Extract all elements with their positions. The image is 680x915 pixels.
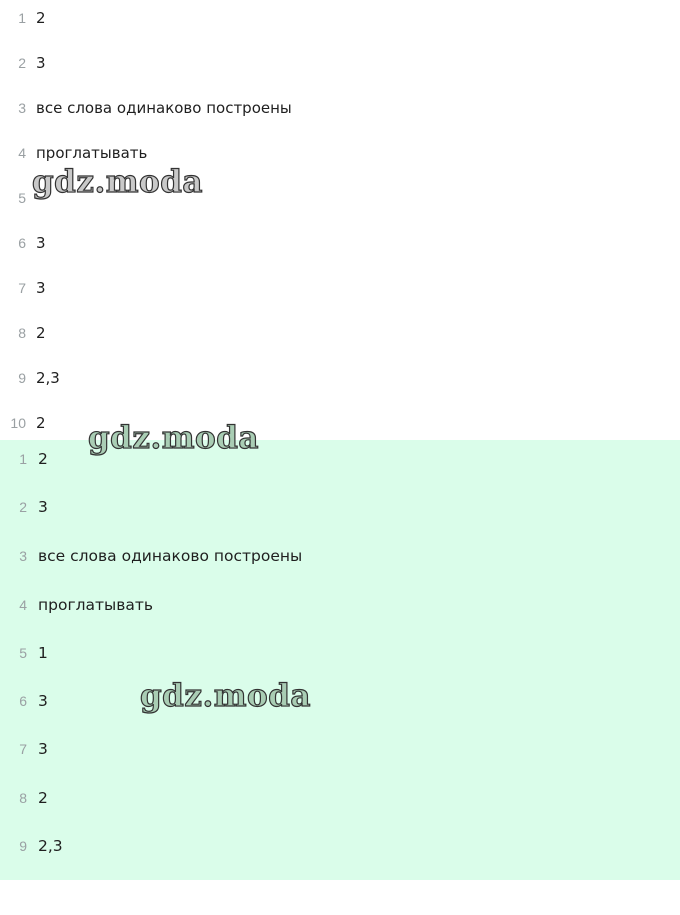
answer-row [0,231,46,255]
answer-row [0,593,153,617]
answer-row [0,6,46,30]
question-number: 4 [19,597,27,613]
question-number: 1 [19,451,27,467]
answer-text: 2 [36,414,46,432]
answer-text: все слова одинаково построены [36,99,292,117]
answer-row [0,737,48,761]
answer-row [0,834,63,858]
question-number: 9 [18,370,26,386]
question-number: 5 [18,190,26,206]
answer-text: 3 [38,498,48,516]
watermark-logo: gdz.moda [88,420,259,456]
answer-text: 2 [38,789,48,807]
answer-text: 3 [36,54,46,72]
answer-text: 3 [36,279,46,297]
answer-text: 1 [38,644,48,662]
question-number: 4 [18,145,26,161]
question-number: 2 [18,55,26,71]
question-number: 7 [18,280,26,296]
answer-row [0,366,60,390]
question-number: 1 [18,10,26,26]
answer-row [0,544,302,568]
answer-row [0,276,46,300]
watermark-logo: gdz.moda [140,678,311,714]
answer-text: 2 [36,324,46,342]
answer-text: 2 [36,9,46,27]
answer-text: все слова одинаково построены [38,547,303,565]
question-number: 5 [19,645,27,661]
answer-row [0,186,36,210]
answer-text: 3 [36,234,46,252]
answer-row [0,141,147,165]
answer-text: 3 [38,740,48,758]
question-number: 8 [18,325,26,341]
answers-section-top [0,0,680,440]
answer-row [0,447,48,471]
answers-section-bottom [0,440,680,880]
answer-text: проглатывать [36,144,148,162]
answer-text: 2 [38,450,48,468]
question-number: 7 [19,741,27,757]
answer-row [0,689,48,713]
question-number: 8 [19,790,27,806]
question-number: 6 [18,235,26,251]
question-number: 3 [19,548,27,564]
answer-text: 3 [38,692,48,710]
question-number: 3 [18,100,26,116]
answer-text: проглатывать [38,596,154,614]
answer-text: 2,3 [36,369,60,387]
answer-row [0,495,48,519]
answer-text: 2,3 [38,837,63,855]
answer-row [0,641,48,665]
question-number: 10 [10,415,26,431]
watermark-logo: gdz.moda [32,164,203,200]
question-number: 6 [19,693,27,709]
question-number: 2 [19,499,27,515]
answer-row [0,321,46,345]
answer-row [0,411,46,435]
answer-row [0,51,46,75]
answer-row [0,96,292,120]
question-number: 9 [19,838,27,854]
answer-row [0,786,48,810]
